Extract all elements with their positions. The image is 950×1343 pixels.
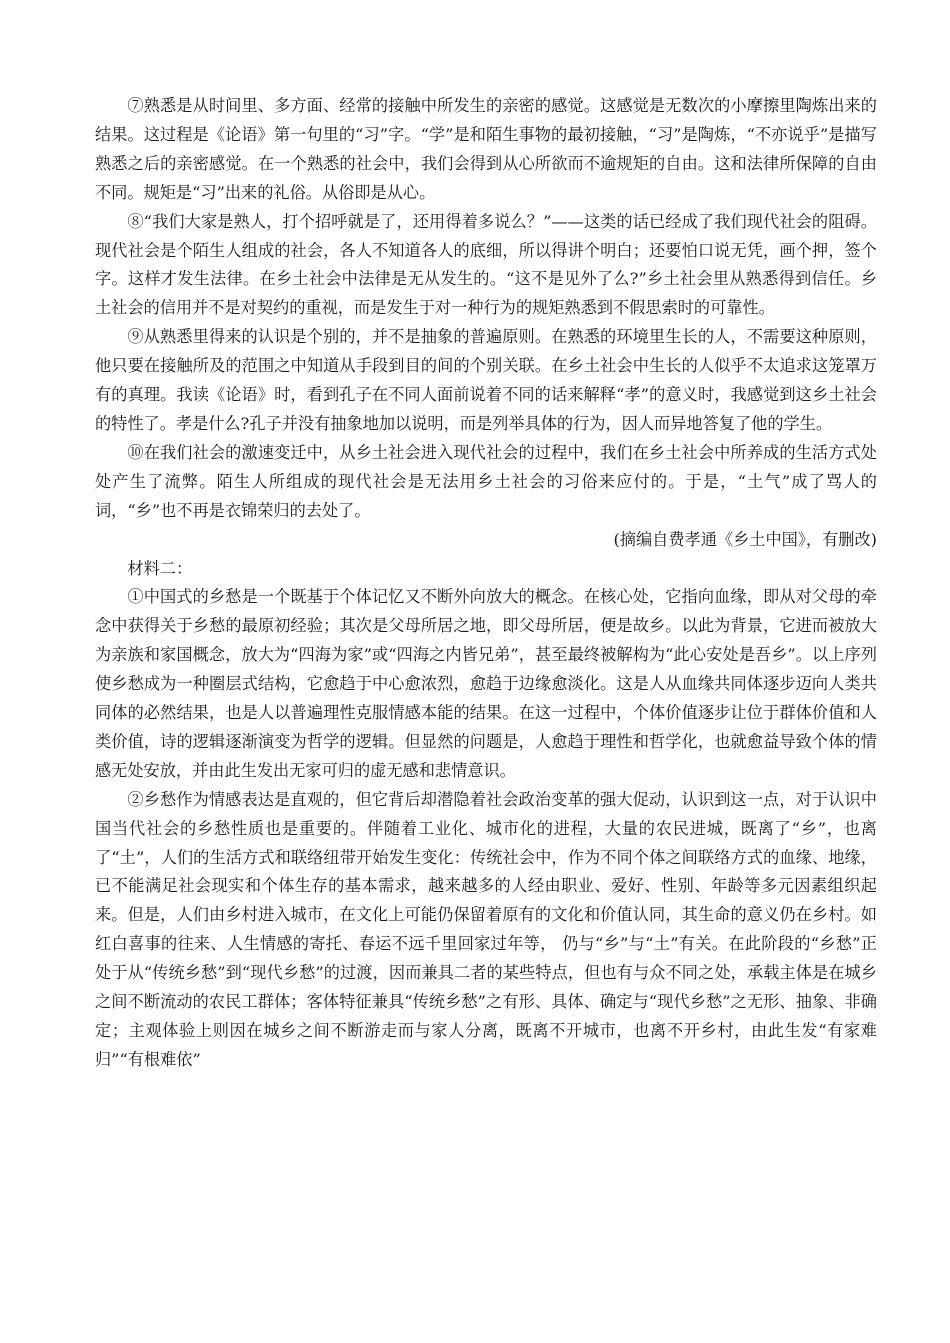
material-two-label: 材料二：: [127, 558, 193, 578]
document-page: [95, 92, 877, 1075]
material-two-paragraph-1: ①中国式的乡愁是一个既基于个体记忆又不断外向放大的概念。在核心处，它指向血缘，即从对父母的牵念中获得关于乡愁的最原初经验；其次是父母所居之地，即父母所居，便是故乡。以此为背景，它进而被放大为亲族和家国概念，放大为“四海为家”或“四海之内皆兄弟”，甚至最终被解构为“此心安处是吾乡”。以上序列使乡愁成为一种圈层式结构，它愈趋于中心愈浓烈，愈趋于边缘愈淡化。这是人从血缘共同体逐步迈向人类共同体的必然结果，也是人以普遍理性克服情感本能的结果。在这一过程中，个体价值逐步让位于群体价值和人类价值，诗的逻辑逐渐演变为哲学的逻辑。但显然的问题是，人愈趋于理性和哲学化，也就愈益导致个体的情感无处安放，并由此生发出无家可归的虚无感和悲情意识。: [95, 587, 877, 780]
paragraph-10: ⑩在我们社会的激速变迁中，从乡土社会进入现代社会的过程中，我们在乡土社会中所养成的生活方式处处产生了流弊。陌生人所组成的现代社会是无法用乡土社会的习俗来应付的。于是，“土气”成了骂人的词，“乡”也不再是衣锦荣归的去处了。: [95, 442, 877, 520]
paragraph-9: ⑨从熟悉里得来的认识是个别的，并不是抽象的普遍原则。在熟悉的环境里生长的人，不需要这种原则，他只要在接触所及的范围之中知道从手段到目的间的个别关联。在乡土社会中生长的人似乎不太追求这笼罩万有的真理。我读《论语》时，看到孔子在不同人面前说着不同的话来解释“孝”的意义时，我感觉到这乡土社会的特性了。孝是什么?孔子并没有抽象地加以说明，而是列举具体的行为，因人而异地答复了他的学生。: [95, 327, 877, 433]
paragraph-7: ⑦熟悉是从时间里、多方面、经常的接触中所发生的亲密的感觉。这感觉是无数次的小摩擦里陶炼出来的结果。这过程是《论语》第一句里的“习”字。“学”是和陌生事物的最初接触，“习”是陶炼，“不亦说乎”是描写熟悉之后的亲密感觉。在一个熟悉的社会中，我们会得到从心所欲而不逾规矩的自由。这和法律所保障的自由不同。规矩是“习”出来的礼俗。从俗即是从心。: [95, 96, 877, 202]
source-citation: (摘编自费孝通《乡土中国》，有删改): [613, 529, 877, 549]
material-two-paragraph-2: ②乡愁作为情感表达是直观的，但它背后却潜隐着社会政治变革的强大促动，认识到这一点，对于认识中国当代社会的乡愁性质也是重要的。伴随着工业化、城市化的进程，大量的农民进城，既离了“乡”，也离了“土”，人们的生活方式和联络纽带开始发生变化：传统社会中，作为不同个体之间联络方式的血缘、地缘，已不能满足社会现实和个体生存的基本需求，越来越多的人经由职业、爱好、性别、年龄等多元因素组织起来。但是，人们由乡村进入城市，在文化上可能仍保留着原有的文化和价值认同，其生命的意义仍在乡村。如红白喜事的往来、人生情感的寄托、春运不远千里回家过年等， 仍与“乡”与“土”有关。在此阶段的“乡愁”正处于从“传统乡愁”到“现代乡愁”的过渡，因而兼具二者的某些特点，但也有与众不同之处，承载主体是在城乡之间不断流动的农民工群体；客体特征兼具“传统乡愁”之有形、具体、确定与“现代乡愁”之无形、抽象、非确定；主观体验上则因在城乡之间不断游走而与家人分离，既离不开城市，也离不开乡村，由此生发“有家难归”“有根难依”: [95, 789, 877, 1069]
paragraph-8: ⑧“我们大家是熟人，打个招呼就是了，还用得着多说么？”——这类的话已经成了我们现代社会的阻碍。现代社会是个陌生人组成的社会，各人不知道各人的底细，所以得讲个明白；还要怕口说无凭，画个押，签个字。这样才发生法律。在乡土社会中法律是无从发生的。“这不是见外了么?”乡土社会里从熟悉得到信任。乡土社会的信用并不是对契约的重视，而是发生于对一种行为的规矩熟悉到不假思索时的可靠性。: [95, 211, 877, 318]
